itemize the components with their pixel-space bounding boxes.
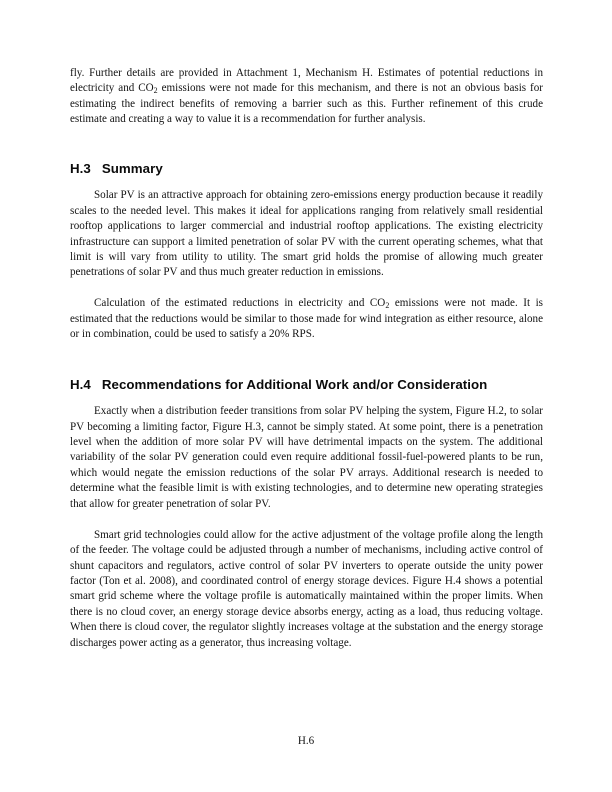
heading-recommendations-number: H.4 <box>70 377 91 393</box>
heading-summary <box>70 160 543 177</box>
paragraph-text-part2: emissions were not made. It is estimated that the reductions would be similar to those made for wind integration as either resource, alone or in combination, could be used to satisfy a 20% RPS. <box>70 297 543 341</box>
heading-recommendations <box>70 376 543 393</box>
paragraph-recommendations-second: Smart grid technologies could allow for the active adjustment of the voltage profile along the length of the feeder. The voltage could be adjusted through a number of mechanisms, including active control of shunt capacitors and regulators, active control of solar PV inverters to operate outside the unity power factor (Ton et al. 2008), and coordinated control of energy storage devices. Figure H.4 shows a potential smart grid scheme where the voltage profile is automatically maintained within the proper limits. When there is no cloud cover, an energy storage device absorbs energy, acting as a load, thus reducing voltage. When there is cloud cover, the regulator slightly increases voltage at the substation and the energy storage discharges power acting as a generator, thus increasing voltage. <box>70 528 543 649</box>
paragraph-text-part2: emissions were not made for this mechanism, and there is not an obvious basis for estimating the indirect benefits of removing a barrier such as this. Further refinement of this crude estimate and creating a way to value it is a recommendation for further analysis. <box>70 82 543 126</box>
paragraph-recommendations-first: Exactly when a distribution feeder transitions from solar PV helping the system, Figure H.2, to solar PV becoming a limiting factor, Figure H.3, cannot be simply stated. At some point, there is a penetration level when the addition of more solar PV will have detrimental impacts on the system. The additional variability of the solar PV generation could even require additional fossil-fuel-powered plants to be run, which would negate the emission reductions of the solar PV arrays. Additional research is needed to determine what the feasible limit is with existing technologies, and to determine new operating strategies that allow for greater penetration of solar PV. <box>70 405 543 510</box>
heading-spacer-below-summary <box>70 177 543 188</box>
heading-recommendations-title: Recommendations for Additional Work and/or Consideration <box>101 377 488 393</box>
heading-spacer-above-summary <box>70 143 543 160</box>
paragraph-summary-body: Solar PV is an attractive approach for obtaining zero-emissions energy production because it readily scales to the needed level. This makes it ideal for applications ranging from relatively small residential rooftop applications to larger commercial and industrial rooftop applications. The existing electricity infrastructure can support a limited penetration of solar PV with the current operating schemes, what that limit is will vary from utility to utility. The smart grid holds the promise of allowing much greater penetrations of solar PV and thus much greater reduction in emissions. <box>70 189 543 279</box>
footer-page-number: H.6 <box>297 735 315 747</box>
heading-spacer-below-recommendations <box>70 393 543 404</box>
page-content <box>70 66 543 651</box>
co2-subscript: 2 <box>153 86 158 96</box>
paragraph-text-part1: fly. Further details are provided in Attachment 1, Mechanism H. Estimates of potential reductions in electricity and CO <box>70 67 543 95</box>
heading-summary-number: H.3 <box>70 161 91 177</box>
paragraph-summary-calculation <box>70 296 543 342</box>
heading-summary-title: Summary <box>101 161 163 177</box>
paragraph-text-part1: Calculation of the estimated reductions in electricity and CO <box>94 297 386 310</box>
paragraph-continued-intro <box>70 66 543 128</box>
page-footer <box>0 735 612 747</box>
co2-subscript: 2 <box>385 301 390 311</box>
heading-spacer-above-recommendations <box>70 358 543 376</box>
